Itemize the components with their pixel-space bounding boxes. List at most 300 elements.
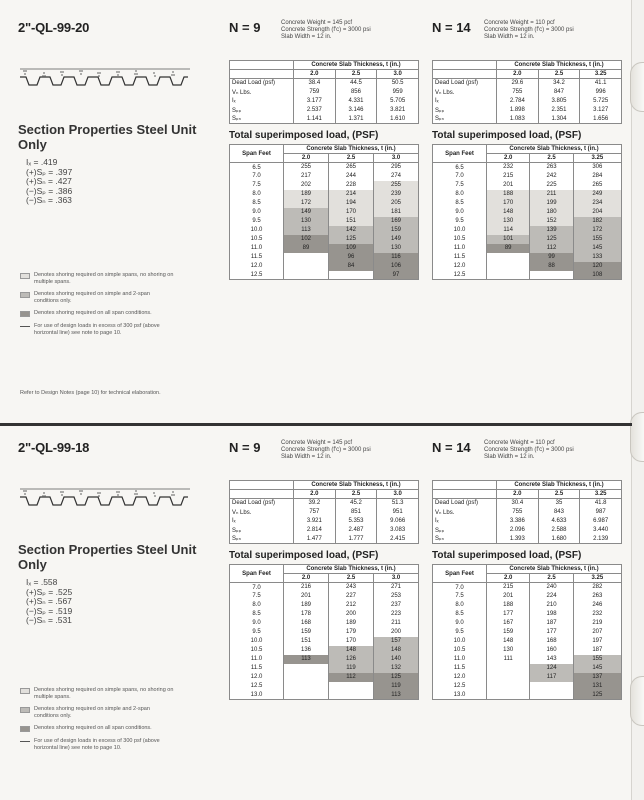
property-label: Vₙ Lbs. xyxy=(433,508,497,517)
thickness-value: 2.0 xyxy=(284,154,329,163)
section-property: Iₓ = .419 xyxy=(26,157,58,167)
table-row xyxy=(433,88,622,97)
load-value: 137 xyxy=(573,673,621,682)
property-label: Dead Load (psf) xyxy=(230,499,294,508)
table-row xyxy=(433,673,622,682)
span-value: 7.0 xyxy=(230,583,284,592)
load-value: 108 xyxy=(573,271,621,280)
table-row xyxy=(230,664,419,673)
thickness-header: Concrete Slab Thickness, t (in.) xyxy=(284,145,419,154)
load-value: 204 xyxy=(573,208,621,217)
load-value: 211 xyxy=(374,619,419,628)
table-row xyxy=(433,526,622,535)
load-table-title: Total superimposed load, (PSF) xyxy=(432,130,582,141)
spec-line: Slab Width = 12 in. xyxy=(484,454,535,460)
property-value: 3.083 xyxy=(377,526,419,535)
property-label: Sₚₙ xyxy=(230,115,294,124)
load-value xyxy=(284,253,329,262)
legend-item xyxy=(20,738,174,751)
property-label: Sₚₙ xyxy=(433,535,497,544)
span-value: 12.5 xyxy=(230,271,284,280)
composite-properties-table xyxy=(432,60,622,124)
spec-line: Slab Width = 12 in. xyxy=(281,34,332,40)
property-value: 755 xyxy=(497,508,539,517)
thickness-value: 2.5 xyxy=(530,154,573,163)
table-row xyxy=(433,163,622,172)
span-header: Span Feet xyxy=(433,565,487,583)
property-value: 4.331 xyxy=(335,97,377,106)
property-value: 30.4 xyxy=(497,499,539,508)
load-value: 130 xyxy=(487,646,530,655)
legend-swatch xyxy=(20,726,30,732)
load-value: 223 xyxy=(374,610,419,619)
column-header xyxy=(229,440,419,470)
property-value: 1.141 xyxy=(294,115,336,124)
load-value: 102 xyxy=(284,235,329,244)
table-row xyxy=(433,226,622,235)
property-label: Sₚₚ xyxy=(433,526,497,535)
span-value: 7.0 xyxy=(433,172,487,181)
legend-swatch xyxy=(20,741,30,742)
span-value: 8.5 xyxy=(230,610,284,619)
table-row xyxy=(433,646,622,655)
table-row xyxy=(433,115,622,124)
design-notes-reference: Refer to Design Notes (page 10) for technical elaboration. xyxy=(20,390,161,396)
load-value xyxy=(284,691,329,700)
table-row xyxy=(433,508,622,517)
table-row xyxy=(433,79,622,88)
binder-ring-hole xyxy=(630,62,644,112)
legend-text: Denotes shoring required on all span conditions. xyxy=(34,725,152,731)
table-header-row xyxy=(230,490,419,499)
load-value xyxy=(284,262,329,271)
load-value: 242 xyxy=(530,172,573,181)
load-value xyxy=(530,691,573,700)
property-label: Iₓ xyxy=(230,517,294,526)
table-row xyxy=(433,583,622,592)
load-value: 265 xyxy=(329,163,374,172)
binder-ring-hole xyxy=(630,412,644,462)
table-row xyxy=(433,106,622,115)
span-value: 12.0 xyxy=(230,262,284,271)
deck-title: 2"-QL-99-18 xyxy=(18,440,90,455)
spec-line: Slab Width = 12 in. xyxy=(484,34,535,40)
spec-line: Concrete Weight = 110 pcf xyxy=(484,20,555,26)
load-value: 219 xyxy=(573,619,621,628)
concrete-specs xyxy=(484,20,574,41)
table-row xyxy=(433,628,622,637)
table-row xyxy=(230,199,419,208)
property-value: 5.705 xyxy=(377,97,419,106)
load-value: 201 xyxy=(487,592,530,601)
property-label: Sₚₚ xyxy=(230,106,294,115)
table-header-row xyxy=(433,145,622,154)
load-value: 271 xyxy=(374,583,419,592)
property-label: Vₙ Lbs. xyxy=(230,88,294,97)
legend-text: Denotes shoring required on simple spans, no shoring on multiple spans. xyxy=(34,687,174,700)
property-label: Sₚₙ xyxy=(230,535,294,544)
property-value: 2.096 xyxy=(497,526,539,535)
load-value: 88 xyxy=(530,262,573,271)
legend-text: Denotes shoring required on all span conditions. xyxy=(34,310,152,316)
property-value: 951 xyxy=(377,508,419,517)
table-row xyxy=(230,262,419,271)
load-value: 263 xyxy=(530,163,573,172)
load-value xyxy=(487,253,530,262)
legend-text: Denotes shoring required on simple spans, no shoring on multiple spans. xyxy=(34,272,174,285)
span-value: 8.0 xyxy=(433,190,487,199)
property-label: Vₙ Lbs. xyxy=(230,508,294,517)
spec-line: Concrete Strength (f′c) = 3000 psi xyxy=(484,447,574,453)
load-value: 189 xyxy=(284,190,329,199)
legend-item xyxy=(20,725,174,732)
property-value: 2.415 xyxy=(377,535,419,544)
legend-swatch xyxy=(20,292,30,298)
property-value: 1.898 xyxy=(497,106,539,115)
blank-header xyxy=(433,481,497,490)
blank-header xyxy=(230,490,294,499)
load-value xyxy=(487,664,530,673)
property-value: 1.656 xyxy=(580,115,622,124)
section-property: (−)Sₚ = .519 xyxy=(26,605,73,616)
thickness-header: Concrete Slab Thickness, t (in.) xyxy=(487,145,622,154)
load-value: 194 xyxy=(329,199,374,208)
spec-line: Concrete Weight = 110 pcf xyxy=(484,440,555,446)
load-value: 126 xyxy=(329,655,374,664)
load-value: 106 xyxy=(374,262,419,271)
property-value: 3.821 xyxy=(377,106,419,115)
load-value: 130 xyxy=(374,244,419,253)
composite-properties-table xyxy=(432,480,622,544)
load-table-title: Total superimposed load, (PSF) xyxy=(229,130,379,141)
table-row xyxy=(230,181,419,190)
load-value: 217 xyxy=(284,172,329,181)
load-value: 84 xyxy=(329,262,374,271)
table-row xyxy=(433,517,622,526)
blank-header xyxy=(230,70,294,79)
section-info xyxy=(18,20,218,206)
concrete-specs xyxy=(281,20,371,41)
table-row xyxy=(230,637,419,646)
load-value: 109 xyxy=(329,244,374,253)
property-value: 3.805 xyxy=(538,97,580,106)
property-value: 2.588 xyxy=(538,526,580,535)
span-value: 10.0 xyxy=(433,637,487,646)
load-value: 295 xyxy=(374,163,419,172)
property-value: 38.4 xyxy=(294,79,336,88)
column-header xyxy=(432,440,622,470)
load-value: 189 xyxy=(284,601,329,610)
section-property: Iₓ = .558 xyxy=(26,577,58,587)
property-value: 755 xyxy=(497,88,539,97)
load-value: 215 xyxy=(487,172,530,181)
thickness-value: 2.5 xyxy=(329,574,374,583)
load-value: 113 xyxy=(374,691,419,700)
table-row xyxy=(230,655,419,664)
blank-header xyxy=(433,70,497,79)
property-value: 41.1 xyxy=(580,79,622,88)
load-value: 113 xyxy=(284,226,329,235)
load-value: 227 xyxy=(329,592,374,601)
property-value: 1.083 xyxy=(497,115,539,124)
thickness-value: 3.0 xyxy=(374,154,419,163)
table-row xyxy=(433,682,622,691)
load-value xyxy=(329,682,374,691)
property-value: 6.987 xyxy=(580,517,622,526)
legend-swatch xyxy=(20,326,30,327)
spec-line: Concrete Strength (f′c) = 3000 psi xyxy=(281,447,371,453)
thickness-value: 2.0 xyxy=(294,70,336,79)
load-value: 232 xyxy=(487,163,530,172)
load-value xyxy=(487,673,530,682)
span-value: 12.0 xyxy=(433,262,487,271)
spec-line: Concrete Weight = 145 pcf xyxy=(281,440,353,446)
load-value: 181 xyxy=(374,208,419,217)
span-value: 8.5 xyxy=(230,199,284,208)
property-value: 1.777 xyxy=(335,535,377,544)
load-value: 172 xyxy=(573,226,621,235)
property-value: 3.440 xyxy=(580,526,622,535)
table-row xyxy=(433,172,622,181)
composite-properties-table xyxy=(229,480,419,544)
load-value: 159 xyxy=(284,628,329,637)
legend-item xyxy=(20,706,174,719)
span-value: 11.5 xyxy=(230,253,284,262)
table-header-row xyxy=(433,70,622,79)
load-value: 167 xyxy=(487,619,530,628)
span-value: 9.5 xyxy=(230,217,284,226)
load-value: 120 xyxy=(573,262,621,271)
load-value: 198 xyxy=(530,610,573,619)
n-value: N = 9 xyxy=(229,20,261,35)
span-value: 12.5 xyxy=(230,682,284,691)
load-value: 282 xyxy=(573,583,621,592)
load-value: 169 xyxy=(374,217,419,226)
property-value: 3.921 xyxy=(294,517,336,526)
thickness-header: Concrete Slab Thickness, t (in.) xyxy=(487,565,622,574)
span-value: 13.0 xyxy=(230,691,284,700)
load-value xyxy=(530,682,573,691)
property-value: 3.146 xyxy=(335,106,377,115)
load-value: 130 xyxy=(487,217,530,226)
table-row xyxy=(230,508,419,517)
binder-ring-hole xyxy=(630,676,644,726)
thickness-header: Concrete Slab Thickness, t (in.) xyxy=(294,61,419,70)
thickness-value: 3.0 xyxy=(377,490,419,499)
span-header: Span Feet xyxy=(230,565,284,583)
load-value: 143 xyxy=(530,655,573,664)
table-row xyxy=(433,199,622,208)
load-value: 112 xyxy=(329,673,374,682)
span-header: Span Feet xyxy=(230,145,284,163)
load-value: 200 xyxy=(374,628,419,637)
load-value: 249 xyxy=(573,190,621,199)
load-value: 136 xyxy=(284,646,329,655)
span-value: 7.5 xyxy=(230,592,284,601)
property-value: 843 xyxy=(538,508,580,517)
section-divider xyxy=(0,423,632,426)
thickness-value: 2.0 xyxy=(497,70,539,79)
load-value: 201 xyxy=(284,592,329,601)
load-value: 148 xyxy=(487,637,530,646)
property-value: 2.351 xyxy=(538,106,580,115)
load-value: 149 xyxy=(374,235,419,244)
span-value: 11.0 xyxy=(433,244,487,253)
table-row xyxy=(433,592,622,601)
span-value: 7.0 xyxy=(230,172,284,181)
property-value: 2.537 xyxy=(294,106,336,115)
spec-line: Concrete Strength (f′c) = 3000 psi xyxy=(484,27,574,33)
table-row xyxy=(433,217,622,226)
table-row xyxy=(230,271,419,280)
deck-profile-drawing xyxy=(18,471,193,511)
load-value xyxy=(487,691,530,700)
table-row xyxy=(230,208,419,217)
span-value: 7.5 xyxy=(230,181,284,190)
load-value: 133 xyxy=(573,253,621,262)
span-value: 10.5 xyxy=(230,646,284,655)
span-value: 12.0 xyxy=(433,673,487,682)
load-value: 237 xyxy=(374,601,419,610)
load-value: 189 xyxy=(329,619,374,628)
table-row xyxy=(230,646,419,655)
deck-title: 2"-QL-99-20 xyxy=(18,20,90,35)
load-value: 140 xyxy=(374,655,419,664)
span-value: 6.5 xyxy=(230,163,284,172)
load-value: 132 xyxy=(374,664,419,673)
property-value: 9.066 xyxy=(377,517,419,526)
spec-line: Concrete Weight = 145 pcf xyxy=(281,20,353,26)
span-value: 12.0 xyxy=(230,673,284,682)
span-value: 6.5 xyxy=(433,163,487,172)
load-value: 180 xyxy=(530,208,573,217)
legend-swatch xyxy=(20,707,30,713)
span-value: 12.5 xyxy=(433,271,487,280)
thickness-value: 3.0 xyxy=(377,70,419,79)
load-value: 199 xyxy=(530,199,573,208)
table-row xyxy=(230,628,419,637)
load-value xyxy=(329,691,374,700)
property-value: 847 xyxy=(538,88,580,97)
load-value: 152 xyxy=(530,217,573,226)
thickness-value: 2.0 xyxy=(487,574,530,583)
table-row xyxy=(433,655,622,664)
load-value: 170 xyxy=(329,208,374,217)
table-row xyxy=(433,271,622,280)
thickness-header: Concrete Slab Thickness, t (in.) xyxy=(284,565,419,574)
table-row xyxy=(230,673,419,682)
blank-header xyxy=(230,61,294,70)
section-property: (+)Sₚ = .397 xyxy=(26,166,73,177)
legend-text: Denotes shoring required on simple and 2-span conditions only. xyxy=(34,291,150,304)
load-value: 155 xyxy=(573,655,621,664)
table-row xyxy=(433,244,622,253)
load-value: 97 xyxy=(374,271,419,280)
table-row xyxy=(230,592,419,601)
thickness-value: 2.5 xyxy=(335,70,377,79)
load-value: 240 xyxy=(530,583,573,592)
span-value: 11.0 xyxy=(230,244,284,253)
load-value: 205 xyxy=(374,199,419,208)
load-value: 274 xyxy=(374,172,419,181)
load-value: 197 xyxy=(573,637,621,646)
load-value xyxy=(487,262,530,271)
legend-item xyxy=(20,272,174,285)
load-value: 265 xyxy=(573,181,621,190)
property-value: 1.393 xyxy=(497,535,539,544)
span-value: 10.5 xyxy=(433,235,487,244)
section-info xyxy=(18,440,218,626)
load-value: 234 xyxy=(573,199,621,208)
thickness-header: Concrete Slab Thickness, t (in.) xyxy=(497,481,622,490)
table-header-row xyxy=(230,145,419,154)
table-row xyxy=(433,610,622,619)
table-row xyxy=(230,115,419,124)
span-value: 9.0 xyxy=(433,619,487,628)
property-value: 2.814 xyxy=(294,526,336,535)
load-value: 168 xyxy=(284,619,329,628)
table-row xyxy=(433,637,622,646)
property-value: 34.2 xyxy=(538,79,580,88)
span-value: 8.0 xyxy=(433,601,487,610)
n-9-column xyxy=(229,440,419,700)
table-row xyxy=(230,217,419,226)
span-value: 7.5 xyxy=(433,592,487,601)
property-value: 4.633 xyxy=(538,517,580,526)
load-value: 101 xyxy=(487,235,530,244)
load-value: 124 xyxy=(530,664,573,673)
load-value xyxy=(530,271,573,280)
load-value: 155 xyxy=(573,235,621,244)
thickness-value: 2.5 xyxy=(538,70,580,79)
load-value: 116 xyxy=(374,253,419,262)
table-row xyxy=(433,97,622,106)
legend-swatch xyxy=(20,311,30,317)
load-value: 125 xyxy=(374,673,419,682)
table-row xyxy=(230,583,419,592)
load-value: 114 xyxy=(487,226,530,235)
n-14-column xyxy=(432,20,622,280)
property-value: 1.371 xyxy=(335,115,377,124)
table-row xyxy=(230,88,419,97)
spec-line: Slab Width = 12 in. xyxy=(281,454,332,460)
load-value: 177 xyxy=(487,610,530,619)
table-row xyxy=(230,682,419,691)
span-value: 10.5 xyxy=(230,235,284,244)
legend-swatch xyxy=(20,688,30,694)
load-value: 117 xyxy=(530,673,573,682)
load-value: 89 xyxy=(284,244,329,253)
property-value: 959 xyxy=(377,88,419,97)
property-value: 1.680 xyxy=(538,535,580,544)
load-value: 253 xyxy=(374,592,419,601)
load-value: 211 xyxy=(530,190,573,199)
load-value: 125 xyxy=(530,235,573,244)
load-table-title: Total superimposed load, (PSF) xyxy=(229,550,379,561)
table-row xyxy=(230,253,419,262)
property-value: 2.784 xyxy=(497,97,539,106)
property-value: 851 xyxy=(335,508,377,517)
table-header-row xyxy=(433,490,622,499)
property-value: 44.5 xyxy=(335,79,377,88)
table-row xyxy=(433,535,622,544)
span-value: 9.5 xyxy=(433,628,487,637)
property-value: 759 xyxy=(294,88,336,97)
thickness-value: 2.5 xyxy=(335,490,377,499)
span-value: 12.5 xyxy=(433,682,487,691)
load-value: 170 xyxy=(329,637,374,646)
superimposed-load-table xyxy=(432,144,622,280)
